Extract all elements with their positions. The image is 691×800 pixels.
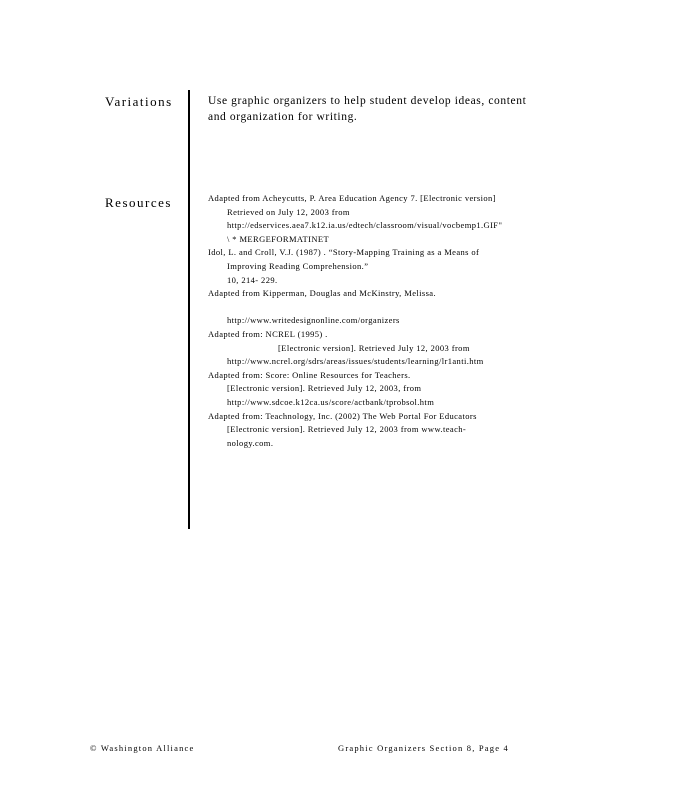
reference-line: Adapted from: NCREL (1995) . <box>208 328 328 339</box>
vertical-divider <box>188 90 190 529</box>
reference-acheycutts <box>208 192 558 246</box>
reference-line: \ * MERGEFORMATINET <box>227 233 330 244</box>
reference-line: [Electronic version]. Retrieved July 12, 2003, from <box>227 383 422 394</box>
reference-line: [Electronic version]. Retrieved July 12, 2003 from <box>278 342 470 353</box>
reference-line: Adapted from Acheycutts, P. Area Education Agency 7. [Electronic version] <box>208 193 496 203</box>
reference-line: [Electronic version]. Retrieved July 12, 2003 from www.teach- <box>227 424 467 435</box>
reference-line: Adapted from: Score: Online Resources for Teachers. <box>208 369 411 380</box>
reference-ncrel <box>208 328 558 369</box>
reference-line: Retrieved on July 12, 2003 from <box>227 206 350 217</box>
footer-copyright: © Washington Alliance <box>90 743 195 753</box>
variations-line: Use graphic organizers to help student develop ideas, content <box>208 95 527 107</box>
reference-line: Adapted from Kipperman, Douglas and McKinstry, Melissa. <box>208 288 437 299</box>
reference-line: Improving Reading Comprehension.” <box>227 260 369 271</box>
reference-url: http://www.writedesignonline.com/organizers <box>227 315 400 326</box>
variations-text <box>208 93 548 125</box>
reference-line: Adapted from: Teachnology, Inc. (2002) The Web Portal For Educators <box>208 410 477 421</box>
footer-page-info: Graphic Organizers Section 8, Page 4 <box>338 743 509 753</box>
reference-score <box>208 369 558 410</box>
reference-teachnology <box>208 410 558 451</box>
reference-url: http://www.sdcoe.k12ca.us/score/actbank/tprobsol.htm <box>227 396 435 407</box>
reference-url: http://edservices.aea7.k12.ia.us/edtech/classroom/visual/vocbemp1.GIF" <box>227 220 503 231</box>
reference-line: nology.com. <box>227 437 274 448</box>
reference-blank-line <box>208 301 558 315</box>
reference-url: http://www.ncrel.org/sdrs/areas/issues/students/learning/lr1anti.htm <box>227 356 484 367</box>
reference-line: 10, 214- 229. <box>227 274 278 285</box>
reference-kipperman <box>208 287 558 328</box>
resources-list <box>208 192 558 450</box>
variations-line: and organization for writing. <box>208 111 358 123</box>
reference-idol <box>208 246 558 287</box>
resources-label: Resources <box>105 195 172 210</box>
variations-label: Variations <box>105 94 173 109</box>
reference-line: Idol, L. and Croll, V.J. (1987) . “Story-Mapping Training as a Means of <box>208 247 480 258</box>
